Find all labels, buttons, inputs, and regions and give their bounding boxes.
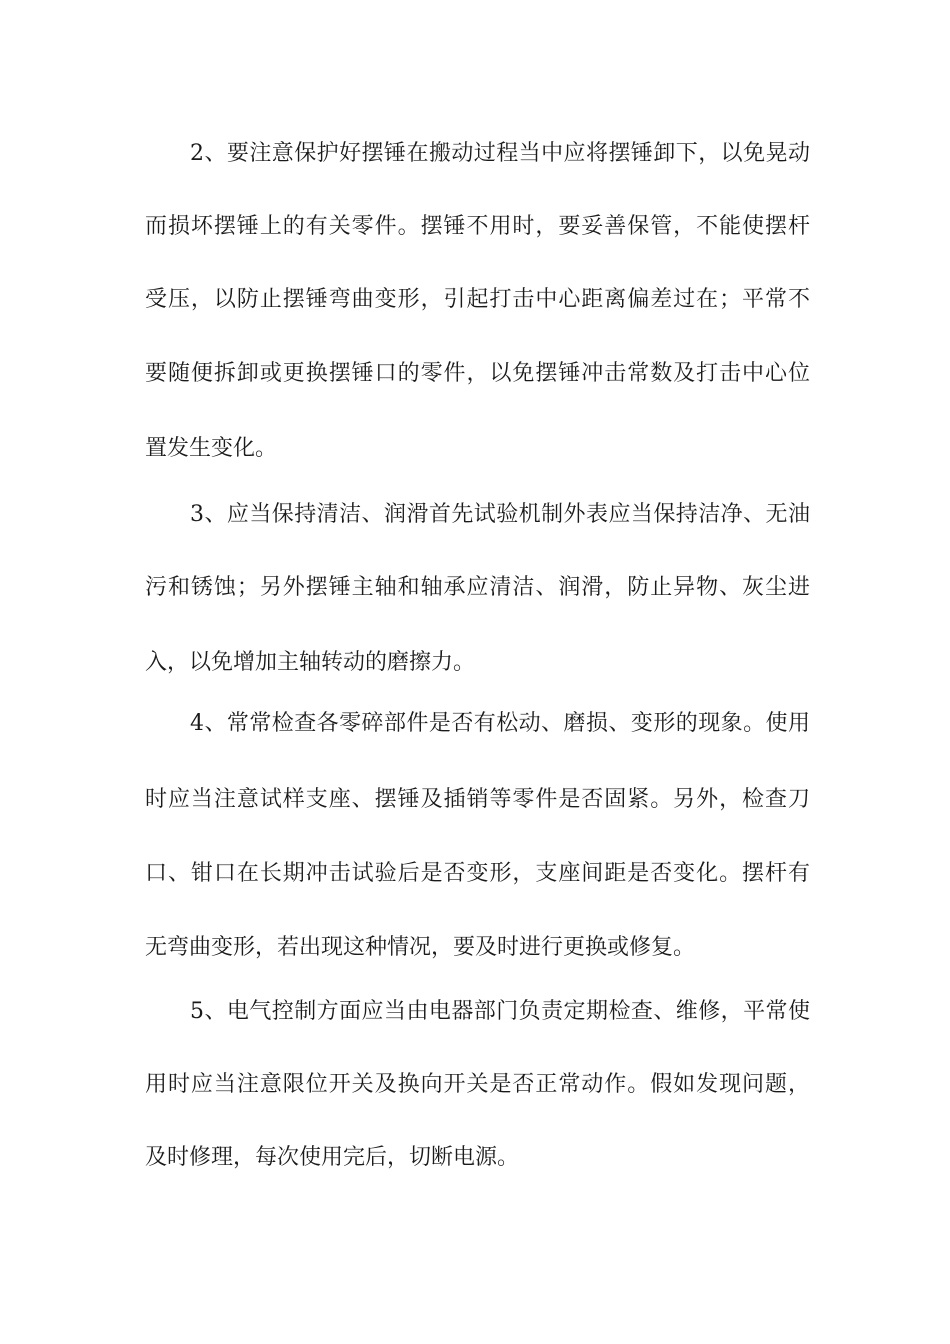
paragraph-2-line-5: 置发生变化。: [145, 436, 278, 461]
paragraph-5-line-1: 5、电气控制方面应当由电器部门负责定期检查、维修，平常使: [190, 999, 810, 1024]
paragraph-2-line-1: 2、要注意保护好摆锤在搬动过程当中应将摆锤卸下，以免晃动: [190, 141, 810, 166]
paragraph-4-line-3: 口、钳口在长期冲击试验后是否变形，支座间距是否变化。摆杆有: [145, 861, 810, 886]
paragraph-3-line-3: 入，以免增加主轴转动的磨擦力。: [145, 650, 476, 675]
paragraph-2-line-3: 受压，以防止摆锤弯曲变形，引起打击中心距离偏差过在；平常不: [145, 287, 810, 312]
paragraph-3-line-2: 污和锈蚀；另外摆锤主轴和轴承应清洁、润滑，防止异物、灰尘进: [145, 575, 810, 600]
paragraph-2-line-2: 而损坏摆锤上的有关零件。摆锤不用时，要妥善保管，不能使摆杆: [145, 214, 810, 239]
paragraph-3-line-1: 3、应当保持清洁、润滑首先试验机制外表应当保持洁净、无油: [190, 502, 810, 527]
paragraph-5-line-2: 用时应当注意限位开关及换向开关是否正常动作。假如发现问题，: [145, 1072, 810, 1097]
paragraph-4-line-2: 时应当注意试样支座、摆锤及插销等零件是否固紧。另外，检查刀: [145, 787, 810, 812]
paragraph-2-line-4: 要随便拆卸或更换摆锤口的零件，以免摆锤冲击常数及打击中心位: [145, 361, 810, 386]
paragraph-5-line-3: 及时修理，每次使用完后，切断电源。: [145, 1145, 520, 1170]
paragraph-4-line-4: 无弯曲变形，若出现这种情况，要及时进行更换或修复。: [145, 935, 696, 960]
paragraph-4-line-1: 4、常常检查各零碎部件是否有松动、磨损、变形的现象。使用: [190, 711, 810, 736]
